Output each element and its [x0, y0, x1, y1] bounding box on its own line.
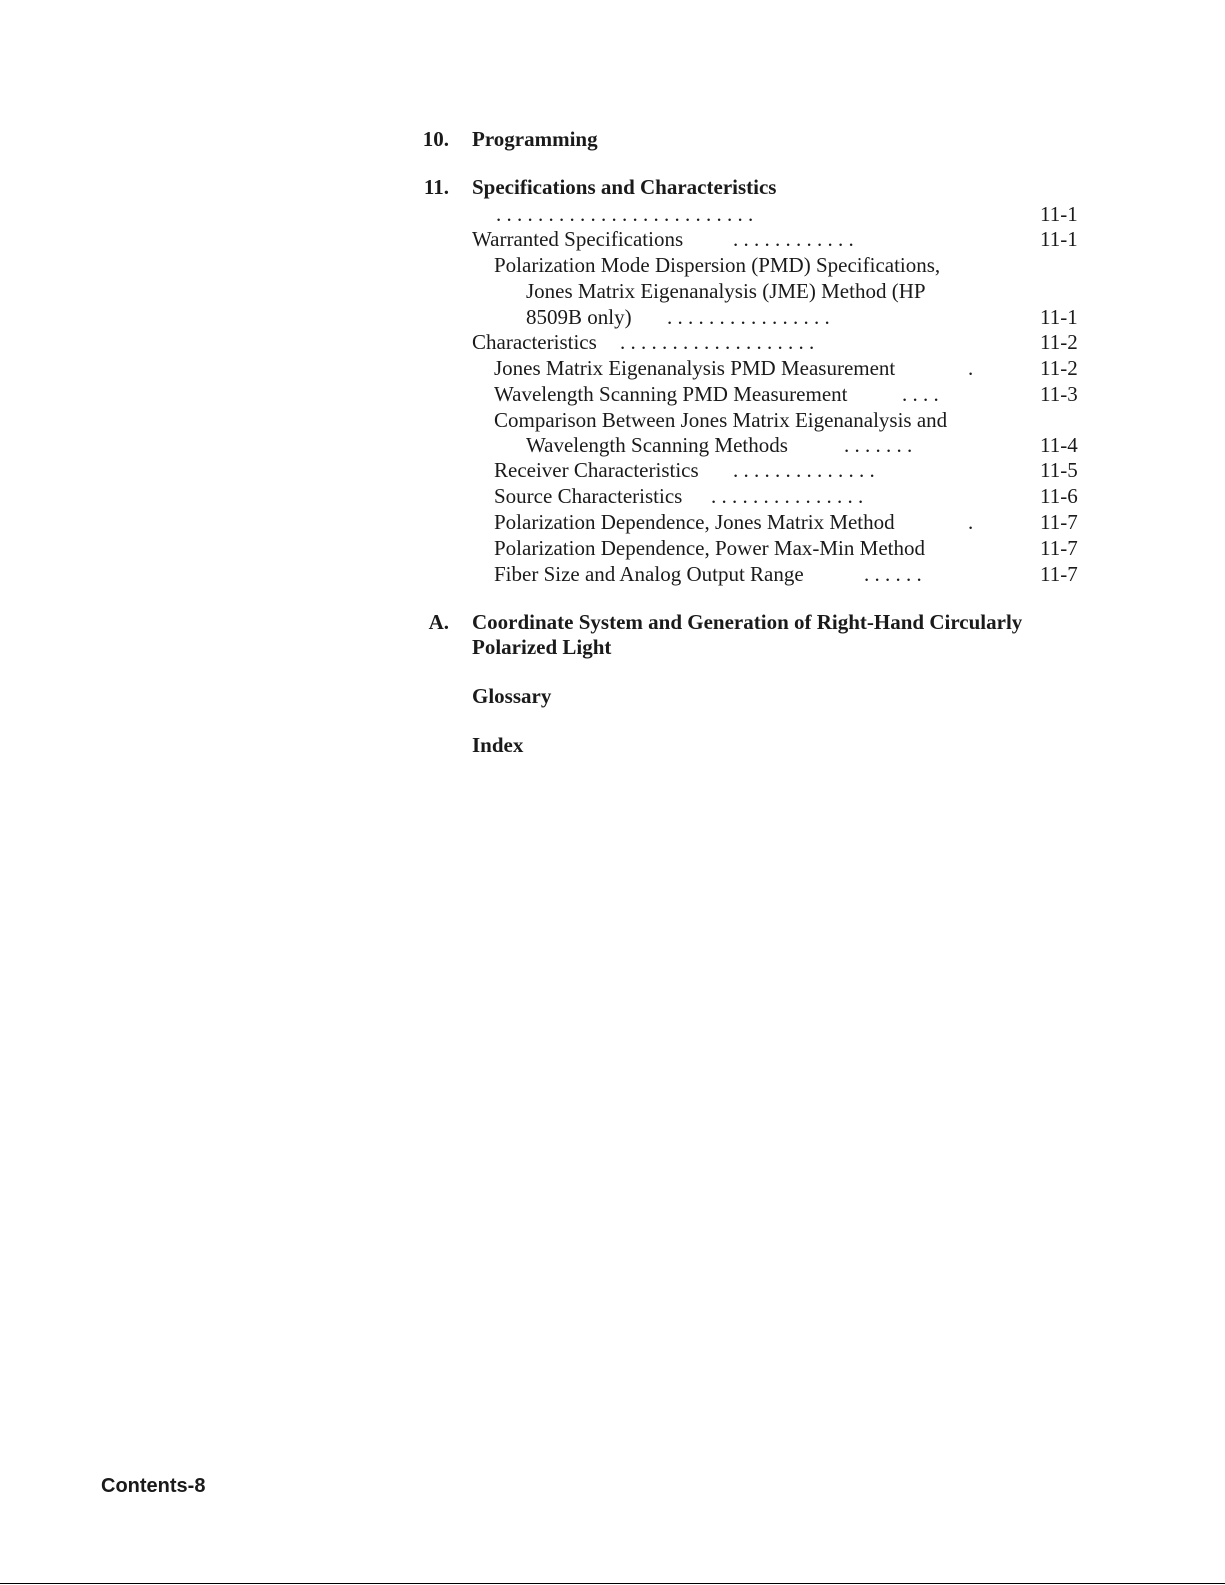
- toc-entry-pmd-specifications[interactable]: Polarization Mode Dispersion (PMD) Specifications,: [494, 253, 941, 277]
- toc-entry-jme-pmd-measurement[interactable]: Jones Matrix Eigenanalysis PMD Measurement: [494, 356, 896, 380]
- toc-entry-fiber-size[interactable]: Fiber Size and Analog Output Range: [494, 562, 804, 586]
- page-number[interactable]: 11-7: [1040, 536, 1078, 560]
- leader-dots: . . . . . .: [864, 562, 922, 586]
- toc-entry-receiver-characteristics[interactable]: Receiver Characteristics: [494, 458, 699, 482]
- page-number[interactable]: 11-1: [1040, 202, 1078, 226]
- toc-entry-pmd-specifications-cont[interactable]: 8509B only): [526, 305, 632, 329]
- appendix-title[interactable]: Coordinate System and Generation of Right-Hand Circularly: [472, 610, 1023, 634]
- chapter-number: 11.: [423, 175, 449, 199]
- page-number[interactable]: 11-2: [1040, 330, 1078, 354]
- page-number[interactable]: 11-6: [1040, 484, 1078, 508]
- glossary-title[interactable]: Glossary: [472, 684, 552, 708]
- chapter-title-programming[interactable]: Programming: [472, 127, 598, 151]
- leader-dots: .: [968, 510, 974, 534]
- page-number[interactable]: 11-1: [1040, 305, 1078, 329]
- leader-dots: . . . . . . . . . . . . . . . . . . .: [620, 330, 815, 354]
- toc-entry-pmd-specifications-cont[interactable]: Jones Matrix Eigenanalysis (JME) Method (HP: [526, 279, 926, 303]
- toc-entry-comparison-cont[interactable]: Wavelength Scanning Methods: [526, 433, 788, 457]
- page-number[interactable]: 11-7: [1040, 562, 1078, 586]
- leader-dots: . . . . . . . . . . . . . . . .: [667, 305, 830, 329]
- page-number[interactable]: 11-5: [1040, 458, 1078, 482]
- bottom-rule: [0, 1583, 1225, 1584]
- page-footer-label: Contents-8: [101, 1475, 206, 1497]
- leader-dots: .: [968, 356, 974, 380]
- leader-dots: . . . . . . . . . . . . . . . . . . . . . . . . .: [496, 202, 754, 226]
- leader-dots: . . . .: [902, 382, 939, 406]
- toc-entry-wavelength-scanning-pmd[interactable]: Wavelength Scanning PMD Measurement: [494, 382, 848, 406]
- page-number[interactable]: 11-3: [1040, 382, 1078, 406]
- toc-entry-polarization-dependence-power[interactable]: Polarization Dependence, Power Max-Min Method: [494, 536, 925, 560]
- chapter-title-specifications[interactable]: Specifications and Characteristics: [472, 175, 777, 199]
- leader-dots: . . . . . . . . . . . . . .: [733, 458, 875, 482]
- page-number[interactable]: 11-1: [1040, 227, 1078, 251]
- page-number[interactable]: 11-7: [1040, 510, 1078, 534]
- appendix-letter: A.: [428, 610, 449, 634]
- toc-entry-polarization-dependence-jones[interactable]: Polarization Dependence, Jones Matrix Method: [494, 510, 895, 534]
- page-number[interactable]: 11-4: [1040, 433, 1078, 457]
- page-number[interactable]: 11-2: [1040, 356, 1078, 380]
- leader-dots: . . . . . . .: [844, 433, 913, 457]
- toc-entry-characteristics[interactable]: Characteristics: [472, 330, 597, 354]
- appendix-title-cont[interactable]: Polarized Light: [472, 635, 612, 659]
- toc-entry-source-characteristics[interactable]: Source Characteristics: [494, 484, 683, 508]
- toc-entry-warranted-specifications[interactable]: Warranted Specifications: [472, 227, 684, 251]
- index-title[interactable]: Index: [472, 733, 524, 757]
- leader-dots: . . . . . . . . . . . .: [733, 227, 854, 251]
- chapter-number: 10.: [422, 127, 449, 151]
- toc-entry-comparison[interactable]: Comparison Between Jones Matrix Eigenanalysis and: [494, 408, 948, 432]
- leader-dots: . . . . . . . . . . . . . . .: [711, 484, 864, 508]
